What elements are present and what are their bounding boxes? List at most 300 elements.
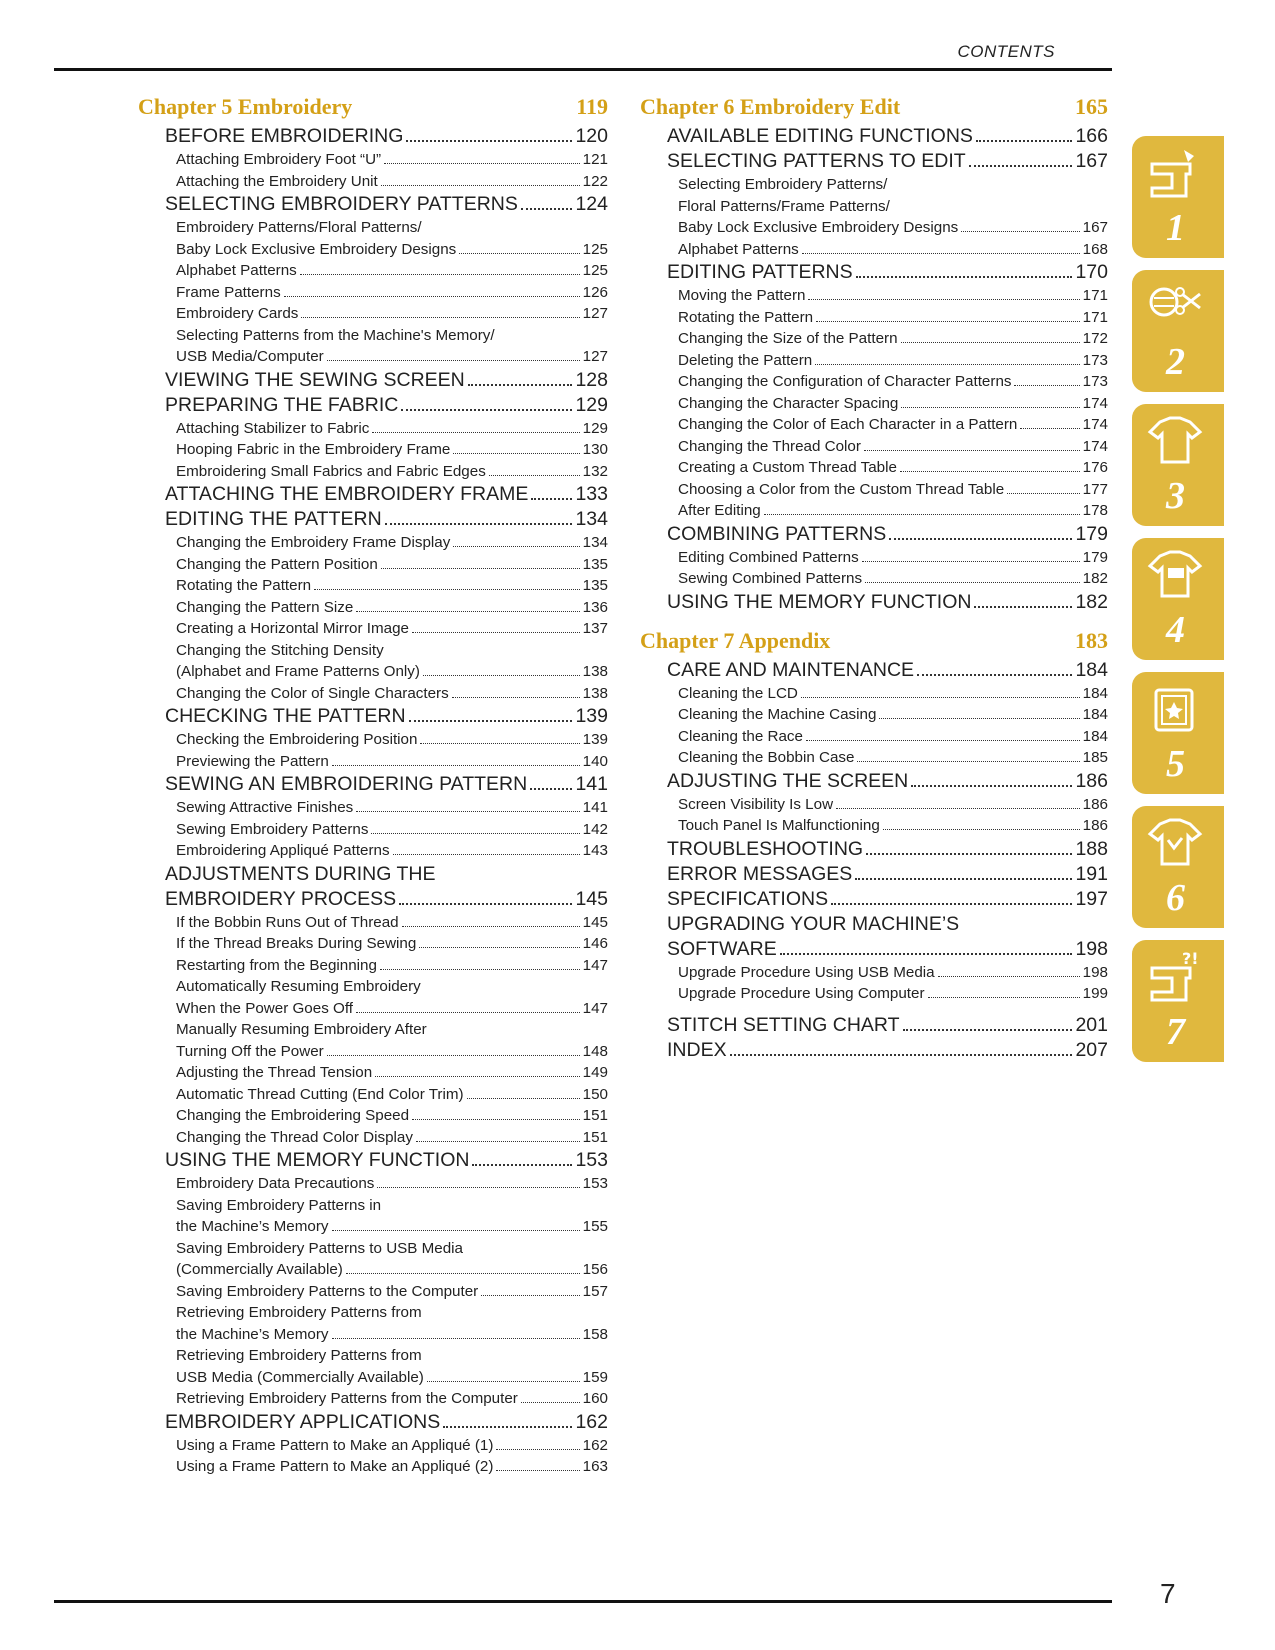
toc-subsection-entry[interactable] bbox=[138, 171, 608, 193]
entry-page: 182 bbox=[1082, 570, 1108, 587]
toc-subsection-entry[interactable] bbox=[138, 955, 608, 977]
entry-page: 176 bbox=[1082, 459, 1108, 476]
entry-page: 125 bbox=[582, 262, 608, 279]
entry-title: Saving Embroidery Patterns in bbox=[176, 1196, 382, 1214]
entry-title: Floral Patterns/Frame Patterns/ bbox=[678, 197, 890, 215]
toc-section-entry[interactable] bbox=[138, 704, 608, 729]
toc-section-entry[interactable] bbox=[138, 862, 608, 887]
dot-leader bbox=[730, 1054, 1073, 1056]
toc-section-entry[interactable] bbox=[138, 368, 608, 393]
dot-leader bbox=[831, 903, 1072, 905]
entry-title: Embroidery Cards bbox=[176, 305, 299, 322]
toc-section-entry[interactable] bbox=[640, 862, 1108, 887]
toc-subsection-entry[interactable] bbox=[640, 500, 1108, 522]
dot-leader bbox=[521, 208, 573, 210]
entry-title: USB Media (Commercially Available) bbox=[176, 1368, 424, 1386]
toc-subsection-entry[interactable] bbox=[640, 371, 1108, 393]
dot-leader bbox=[1007, 493, 1080, 494]
toc-subsection-entry[interactable] bbox=[138, 1238, 608, 1260]
entry-title: BEFORE EMBROIDERING bbox=[165, 125, 404, 147]
entry-title: Embroidery Patterns/Floral Patterns/ bbox=[176, 219, 422, 236]
toc-subsection-entry[interactable] bbox=[640, 350, 1108, 372]
toc-subsection-entry[interactable] bbox=[138, 149, 608, 171]
entry-page: 147 bbox=[582, 999, 608, 1017]
toc-section-entry[interactable] bbox=[138, 482, 608, 507]
entry-title: Embroidering Appliqué Patterns bbox=[176, 842, 390, 859]
entry-title: Alphabet Patterns bbox=[678, 240, 799, 258]
toc-subsection-entry[interactable] bbox=[640, 568, 1108, 590]
dot-leader bbox=[481, 1295, 579, 1296]
toc-section-entry[interactable] bbox=[640, 887, 1108, 912]
dot-leader bbox=[928, 997, 1080, 998]
toc-subsection-entry[interactable] bbox=[138, 1388, 608, 1410]
entry-title: Touch Panel Is Malfunctioning bbox=[678, 817, 880, 834]
toc-subsection-entry[interactable] bbox=[138, 1456, 608, 1478]
entry-page: 174 bbox=[1082, 416, 1108, 433]
entry-title: If the Bobbin Runs Out of Thread bbox=[176, 913, 399, 931]
toc-section-entry[interactable] bbox=[138, 887, 608, 912]
entry-page: 151 bbox=[582, 1107, 608, 1124]
entry-page: 148 bbox=[582, 1042, 608, 1060]
dot-leader bbox=[865, 582, 1080, 583]
dot-leader bbox=[969, 165, 1073, 167]
dot-leader bbox=[356, 1012, 580, 1013]
dot-leader bbox=[327, 360, 580, 361]
toc-subsection-entry[interactable] bbox=[138, 640, 608, 662]
entry-title: EDITING THE PATTERN bbox=[165, 508, 382, 530]
entry-title: Embroidering Small Fabrics and Fabric Edges bbox=[176, 462, 486, 480]
dot-leader bbox=[453, 546, 579, 547]
entry-page: 156 bbox=[582, 1261, 608, 1278]
toc-subsection-entry[interactable] bbox=[640, 794, 1108, 816]
entry-page: 188 bbox=[1075, 837, 1108, 860]
dot-leader bbox=[332, 765, 580, 766]
toc-subsection-entry[interactable] bbox=[138, 1259, 608, 1281]
entry-title: Retrieving Embroidery Patterns from the Computer bbox=[176, 1390, 518, 1407]
dot-leader bbox=[901, 342, 1080, 343]
toc-subsection-entry[interactable] bbox=[640, 726, 1108, 748]
toc-subsection-entry[interactable] bbox=[640, 217, 1108, 239]
toc-subsection-entry[interactable] bbox=[640, 962, 1108, 984]
entry-title: Creating a Custom Thread Table bbox=[678, 459, 897, 476]
toc-subsection-entry[interactable] bbox=[138, 1435, 608, 1457]
entry-title: Automatically Resuming Embroidery bbox=[176, 978, 421, 995]
entry-page: 184 bbox=[1082, 706, 1108, 723]
toc-subsection-entry[interactable] bbox=[138, 751, 608, 773]
entry-page: 184 bbox=[1082, 727, 1108, 745]
toc-subsection-entry[interactable] bbox=[640, 547, 1108, 569]
entry-page: 145 bbox=[575, 887, 608, 910]
entry-title: Changing the Color of Each Character in a Pattern bbox=[678, 416, 1018, 433]
toc-subsection-entry[interactable] bbox=[138, 1127, 608, 1149]
toc-subsection-entry[interactable] bbox=[640, 704, 1108, 726]
dot-leader bbox=[856, 276, 1073, 278]
dot-leader bbox=[416, 1141, 580, 1142]
dot-leader bbox=[974, 606, 1072, 608]
entry-page: 147 bbox=[582, 956, 608, 974]
toc-section-entry[interactable] bbox=[138, 393, 608, 418]
entry-page: 162 bbox=[575, 1410, 608, 1433]
chapter-tab-number: 7 bbox=[1166, 1011, 1185, 1053]
dot-leader bbox=[406, 140, 572, 142]
entry-title: Attaching Embroidery Foot “U” bbox=[176, 151, 382, 168]
dot-leader bbox=[961, 231, 1079, 232]
toc-section-entry[interactable] bbox=[138, 1410, 608, 1435]
toc-subsection-entry[interactable] bbox=[640, 436, 1108, 458]
entry-title: Cleaning the Race bbox=[678, 727, 803, 745]
entry-page: 142 bbox=[582, 820, 608, 838]
dot-leader bbox=[314, 589, 580, 590]
toc-subsection-entry[interactable] bbox=[138, 1062, 608, 1084]
toc-section-entry[interactable] bbox=[640, 837, 1108, 862]
entry-title: Automatic Thread Cutting (End Color Trim) bbox=[176, 1085, 464, 1103]
toc-section-entry[interactable] bbox=[640, 769, 1108, 794]
entry-title: Retrieving Embroidery Patterns from bbox=[176, 1347, 422, 1364]
entry-page: 186 bbox=[1075, 769, 1108, 792]
toc-section-entry[interactable] bbox=[640, 124, 1108, 149]
entry-page: 127 bbox=[582, 305, 608, 322]
entry-title: Attaching Stabilizer to Fabric bbox=[176, 419, 370, 437]
dot-leader bbox=[300, 274, 580, 275]
dot-leader bbox=[468, 384, 573, 386]
entry-page: 178 bbox=[1082, 502, 1108, 519]
entry-page: 172 bbox=[1082, 330, 1108, 347]
entry-title: Changing the Size of the Pattern bbox=[678, 330, 898, 347]
entry-title: (Commercially Available) bbox=[176, 1261, 343, 1278]
dot-leader bbox=[419, 947, 579, 948]
entry-title: SOFTWARE bbox=[667, 937, 777, 960]
chapter-title: Chapter 7 Appendix bbox=[640, 627, 831, 653]
toc-subsection-entry[interactable] bbox=[138, 998, 608, 1020]
dot-leader bbox=[866, 853, 1072, 855]
dot-leader bbox=[459, 253, 579, 254]
toc-subsection-entry[interactable] bbox=[138, 1105, 608, 1127]
toc-section-entry[interactable] bbox=[640, 260, 1108, 285]
toc-subsection-entry[interactable] bbox=[640, 815, 1108, 837]
toc-subsection-entry[interactable] bbox=[138, 303, 608, 325]
dot-leader bbox=[467, 1098, 580, 1099]
chapter-heading[interactable] bbox=[640, 626, 1108, 656]
spacer bbox=[640, 615, 1108, 626]
bottom-rule bbox=[54, 1600, 1112, 1603]
entry-title: Changing the Color of Single Characters bbox=[176, 684, 449, 702]
entry-title: Cleaning the Machine Casing bbox=[678, 706, 877, 723]
entry-page: 166 bbox=[1075, 125, 1108, 147]
dot-leader bbox=[801, 697, 1080, 698]
toc-subsection-entry[interactable] bbox=[640, 683, 1108, 705]
entry-title: VIEWING THE SEWING SCREEN bbox=[165, 368, 465, 391]
toc-subsection-entry[interactable] bbox=[138, 260, 608, 282]
toc-subsection-entry[interactable] bbox=[138, 325, 608, 347]
toc-subsection-entry[interactable] bbox=[640, 479, 1108, 501]
entry-page: 133 bbox=[575, 483, 608, 505]
entry-page: 150 bbox=[582, 1085, 608, 1103]
entry-page: 128 bbox=[575, 368, 608, 391]
entry-page: 137 bbox=[582, 620, 608, 637]
dot-leader bbox=[802, 253, 1080, 254]
toc-subsection-entry[interactable] bbox=[138, 1195, 608, 1217]
entry-page: 135 bbox=[582, 555, 608, 573]
toc-subsection-entry[interactable] bbox=[138, 1041, 608, 1063]
toc-subsection-entry[interactable] bbox=[138, 1173, 608, 1195]
dot-leader bbox=[900, 471, 1080, 472]
entry-title: ATTACHING THE EMBROIDERY FRAME bbox=[165, 483, 529, 505]
entry-page: 145 bbox=[582, 913, 608, 931]
toc-subsection-entry[interactable] bbox=[640, 983, 1108, 1005]
dot-leader bbox=[764, 514, 1080, 515]
dot-leader bbox=[855, 878, 1072, 880]
toc-subsection-entry[interactable] bbox=[138, 1084, 608, 1106]
toc-section-entry[interactable] bbox=[640, 1013, 1108, 1038]
entry-page: 167 bbox=[1082, 219, 1108, 236]
dot-leader bbox=[938, 976, 1080, 977]
toc-subsection-entry[interactable] bbox=[640, 239, 1108, 261]
entry-page: 158 bbox=[582, 1325, 608, 1343]
entry-title: PREPARING THE FABRIC bbox=[165, 393, 399, 416]
toc-section-entry[interactable] bbox=[640, 658, 1108, 683]
toc-subsection-entry[interactable] bbox=[138, 282, 608, 304]
dot-leader bbox=[393, 854, 580, 855]
dot-leader bbox=[864, 450, 1080, 451]
toc-subsection-entry[interactable] bbox=[138, 1367, 608, 1389]
chapter-tab-1[interactable] bbox=[1132, 136, 1224, 258]
entry-page: 160 bbox=[582, 1390, 608, 1407]
entry-page: 143 bbox=[582, 842, 608, 859]
entry-page: 129 bbox=[582, 419, 608, 437]
entry-title: ADJUSTMENTS DURING THE bbox=[165, 862, 436, 885]
toc-column-left bbox=[138, 92, 608, 1478]
entry-page: 182 bbox=[1075, 590, 1108, 613]
toc-subsection-entry[interactable] bbox=[640, 196, 1108, 218]
dot-leader bbox=[375, 1076, 579, 1077]
entry-page: 185 bbox=[1082, 749, 1108, 766]
dot-leader bbox=[427, 1381, 580, 1382]
entry-page: 146 bbox=[582, 935, 608, 952]
entry-page: 124 bbox=[575, 193, 608, 215]
toc-subsection-entry[interactable] bbox=[138, 933, 608, 955]
chapter-tab-6[interactable] bbox=[1132, 806, 1224, 928]
entry-title: Changing the Pattern Position bbox=[176, 555, 378, 573]
entry-page: 136 bbox=[582, 598, 608, 616]
chapter-tab-3[interactable] bbox=[1132, 404, 1224, 526]
entry-page: 125 bbox=[582, 240, 608, 258]
dot-leader bbox=[402, 926, 580, 927]
entry-page: 134 bbox=[575, 508, 608, 530]
toc-subsection-entry[interactable] bbox=[640, 174, 1108, 196]
toc-section-entry[interactable] bbox=[640, 937, 1108, 962]
toc-subsection-entry[interactable] bbox=[640, 457, 1108, 479]
toc-section-entry[interactable] bbox=[138, 192, 608, 217]
dot-leader bbox=[284, 296, 580, 297]
toc-subsection-entry[interactable] bbox=[138, 461, 608, 483]
dot-leader bbox=[911, 785, 1072, 787]
toc-subsection-entry[interactable] bbox=[138, 840, 608, 862]
entry-title: EMBROIDERY APPLICATIONS bbox=[165, 1410, 441, 1433]
entry-page: 141 bbox=[582, 799, 608, 816]
toc-section-entry[interactable] bbox=[640, 522, 1108, 547]
dot-leader bbox=[1014, 385, 1079, 386]
entry-title: Alphabet Patterns bbox=[176, 262, 297, 279]
toc-subsection-entry[interactable] bbox=[138, 1019, 608, 1041]
entry-title: Hooping Fabric in the Embroidery Frame bbox=[176, 441, 451, 458]
dot-leader bbox=[399, 903, 572, 905]
dot-leader bbox=[327, 1055, 580, 1056]
chapter-heading[interactable] bbox=[640, 92, 1108, 122]
chapter-tab-number: 3 bbox=[1166, 475, 1185, 517]
toc-subsection-entry[interactable] bbox=[138, 346, 608, 368]
entry-page: 199 bbox=[1082, 985, 1108, 1002]
dot-leader bbox=[889, 538, 1072, 540]
entry-title: Changing the Embroidery Frame Display bbox=[176, 534, 451, 551]
entry-title: Changing the Pattern Size bbox=[176, 598, 354, 616]
svg-text:?!: ?! bbox=[1182, 949, 1199, 968]
entry-title: Changing the Thread Color bbox=[678, 437, 861, 455]
entry-title: Using a Frame Pattern to Make an Appliqué (2) bbox=[176, 1458, 494, 1475]
entry-page: 179 bbox=[1075, 522, 1108, 545]
entry-title: Baby Lock Exclusive Embroidery Designs bbox=[678, 219, 959, 236]
entry-page: 153 bbox=[582, 1175, 608, 1192]
toc-subsection-entry[interactable] bbox=[138, 1302, 608, 1324]
toc-subsection-entry[interactable] bbox=[640, 307, 1108, 329]
toc-subsection-entry[interactable] bbox=[138, 1216, 608, 1238]
entry-page: 140 bbox=[582, 752, 608, 770]
toc-subsection-entry[interactable] bbox=[640, 285, 1108, 307]
dot-leader bbox=[976, 140, 1073, 142]
toc-subsection-entry[interactable] bbox=[138, 618, 608, 640]
entry-title: COMBINING PATTERNS bbox=[667, 522, 887, 545]
dot-leader bbox=[412, 632, 580, 633]
dot-leader bbox=[901, 407, 1079, 408]
toc-subsection-entry[interactable] bbox=[640, 414, 1108, 436]
page-number: 7 bbox=[1160, 1578, 1176, 1609]
dot-leader bbox=[496, 1470, 579, 1471]
entry-title: AVAILABLE EDITING FUNCTIONS bbox=[667, 125, 973, 147]
running-header: CONTENTS bbox=[957, 42, 1055, 61]
entry-page: 201 bbox=[1075, 1013, 1108, 1036]
chapter-tab-2[interactable] bbox=[1132, 270, 1224, 392]
entry-title: ADJUSTING THE SCREEN bbox=[667, 769, 909, 792]
entry-title: UPGRADING YOUR MACHINE’S bbox=[667, 912, 960, 935]
toc-subsection-entry[interactable] bbox=[138, 1281, 608, 1303]
toc-subsection-entry[interactable] bbox=[138, 575, 608, 597]
chapter-page: 183 bbox=[1075, 627, 1108, 653]
dot-leader bbox=[356, 811, 579, 812]
toc-subsection-entry[interactable] bbox=[138, 418, 608, 440]
toc-section-entry[interactable] bbox=[138, 1148, 608, 1173]
toc-subsection-entry[interactable] bbox=[138, 554, 608, 576]
toc-section-entry[interactable] bbox=[640, 149, 1108, 174]
toc-subsection-entry[interactable] bbox=[138, 683, 608, 705]
toc-section-entry[interactable] bbox=[640, 590, 1108, 615]
entry-page: 167 bbox=[1075, 150, 1108, 172]
dot-leader bbox=[409, 720, 573, 722]
entry-title: Moving the Pattern bbox=[678, 287, 806, 304]
toc-subsection-entry[interactable] bbox=[138, 597, 608, 619]
entry-page: 159 bbox=[582, 1368, 608, 1386]
entry-title: Upgrade Procedure Using USB Media bbox=[678, 963, 935, 981]
entry-page: 179 bbox=[1082, 548, 1108, 566]
toc-subsection-entry[interactable] bbox=[138, 661, 608, 683]
entry-page: 121 bbox=[582, 151, 608, 168]
toc-subsection-entry[interactable] bbox=[138, 729, 608, 751]
toc-section-entry[interactable] bbox=[138, 507, 608, 532]
toc-subsection-entry[interactable] bbox=[138, 912, 608, 934]
toc-subsection-entry[interactable] bbox=[138, 1324, 608, 1346]
toc-section-entry[interactable] bbox=[640, 1038, 1108, 1063]
entry-page: 130 bbox=[582, 441, 608, 458]
entry-title: EDITING PATTERNS bbox=[667, 261, 853, 283]
chapter-tab-number: 5 bbox=[1166, 743, 1185, 785]
entry-page: 138 bbox=[582, 663, 608, 680]
top-rule bbox=[54, 68, 1112, 71]
toc-subsection-entry[interactable] bbox=[138, 439, 608, 461]
entry-title: Selecting Patterns from the Machine's Memory/ bbox=[176, 326, 495, 344]
entry-title: Selecting Embroidery Patterns/ bbox=[678, 176, 888, 193]
entry-title: Sewing Combined Patterns bbox=[678, 570, 863, 587]
entry-page: 171 bbox=[1082, 287, 1108, 304]
toc-section-entry[interactable] bbox=[640, 912, 1108, 937]
toc-subsection-entry[interactable] bbox=[640, 747, 1108, 769]
entry-page: 207 bbox=[1075, 1038, 1108, 1061]
toc-subsection-entry[interactable] bbox=[138, 239, 608, 261]
entry-page: 197 bbox=[1075, 887, 1108, 910]
entry-page: 170 bbox=[1075, 261, 1108, 283]
toc-subsection-entry[interactable] bbox=[640, 328, 1108, 350]
entry-page: 186 bbox=[1082, 817, 1108, 834]
toc-subsection-entry[interactable] bbox=[138, 217, 608, 239]
entry-page: 151 bbox=[582, 1128, 608, 1146]
toc-subsection-entry[interactable] bbox=[640, 393, 1108, 415]
dot-leader bbox=[879, 718, 1079, 719]
entry-title: Cleaning the LCD bbox=[678, 684, 798, 702]
toc-subsection-entry[interactable] bbox=[138, 532, 608, 554]
spacer bbox=[640, 1005, 1108, 1013]
dot-leader bbox=[780, 953, 1073, 955]
toc-subsection-entry[interactable] bbox=[138, 819, 608, 841]
dot-leader bbox=[816, 321, 1080, 322]
entry-title: When the Power Goes Off bbox=[176, 999, 353, 1017]
chapter-tab-7[interactable] bbox=[1132, 940, 1224, 1062]
dot-leader bbox=[380, 969, 580, 970]
entry-page: 198 bbox=[1075, 937, 1108, 960]
dot-leader bbox=[808, 299, 1079, 300]
chapter-tab-number: 2 bbox=[1166, 341, 1185, 383]
entry-page: 135 bbox=[582, 577, 608, 594]
entry-title: Rotating the Pattern bbox=[678, 308, 814, 326]
dot-leader bbox=[332, 1230, 580, 1231]
entry-title: SEWING AN EMBROIDERING PATTERN bbox=[165, 773, 528, 795]
chapter-page: 165 bbox=[1075, 94, 1108, 119]
entry-title: Changing the Configuration of Character Patterns bbox=[678, 373, 1012, 390]
toc-subsection-entry[interactable] bbox=[138, 976, 608, 998]
entry-title: After Editing bbox=[678, 502, 761, 519]
entry-page: 120 bbox=[575, 125, 608, 147]
entry-page: 173 bbox=[1082, 373, 1108, 390]
chapter-heading[interactable] bbox=[138, 92, 608, 122]
entry-title: Creating a Horizontal Mirror Image bbox=[176, 620, 409, 637]
chapter-tab-5[interactable] bbox=[1132, 672, 1224, 794]
entry-title: Embroidery Data Precautions bbox=[176, 1175, 375, 1192]
entry-page: 138 bbox=[582, 684, 608, 702]
toc-section-entry[interactable] bbox=[138, 124, 608, 149]
toc-subsection-entry[interactable] bbox=[138, 1345, 608, 1367]
entry-title: (Alphabet and Frame Patterns Only) bbox=[176, 663, 420, 680]
toc-subsection-entry[interactable] bbox=[138, 797, 608, 819]
chapter-tab-4[interactable] bbox=[1132, 538, 1224, 660]
toc-section-entry[interactable] bbox=[138, 772, 608, 797]
entry-title: Manually Resuming Embroidery After bbox=[176, 1021, 427, 1038]
entry-title: Baby Lock Exclusive Embroidery Designs bbox=[176, 240, 457, 258]
